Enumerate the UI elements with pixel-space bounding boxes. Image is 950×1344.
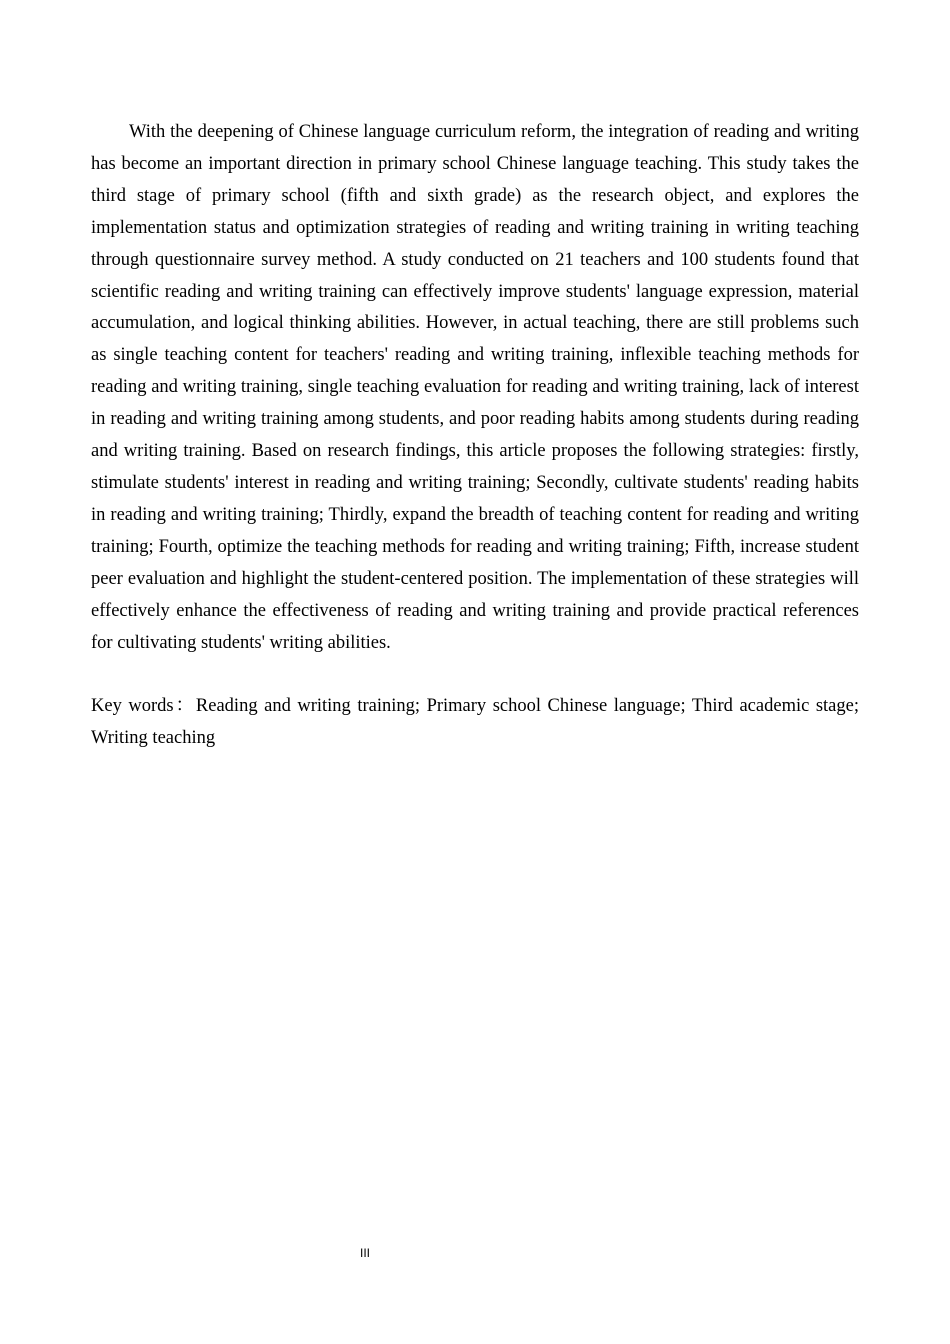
keywords-label: Key words： [91, 696, 196, 716]
keywords-text: Reading and writing training; Primary school Chinese language; Third academic stage; Writing teaching [91, 696, 859, 748]
keywords-line [91, 691, 859, 755]
page-number: III [359, 1246, 370, 1260]
abstract-paragraph: With the deepening of Chinese language curriculum reform, the integration of reading and writing has become an important direction in primary school Chinese language teaching. This study takes the third stage of primary school (fifth and sixth grade) as the research object, and explores the implementation status and optimization strategies of reading and writing training in writing teaching through questionnaire survey method. A study conducted on 21 teachers and 100 students found that scientific reading and writing training can effectively improve students' language expression, material accumulation, and logical thinking abilities. However, in actual teaching, there are still problems such as single teaching content for teachers' reading and writing training, inflexible teaching methods for reading and writing training, single teaching evaluation for reading and writing training, lack of interest in reading and writing training among students, and poor reading habits among students during reading and writing training. Based on research findings, this article proposes the following strategies: firstly, stimulate students' interest in reading and writing training; Secondly, cultivate students' reading habits in reading and writing training; Thirdly, expand the breadth of teaching content for reading and writing training; Fourth, optimize the teaching methods for reading and writing training; Fifth, increase student peer evaluation and highlight the student-centered position. The implementation of these strategies will effectively enhance the effectiveness of reading and writing training and provide practical references for cultivating students' writing abilities. [91, 122, 859, 653]
